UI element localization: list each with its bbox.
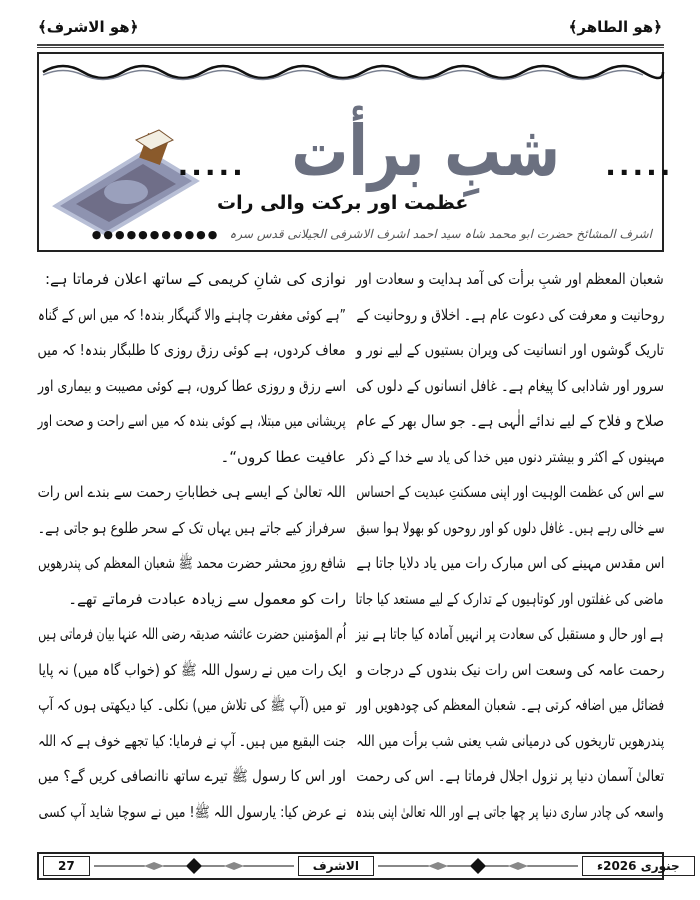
- text-line: [356, 511, 664, 547]
- text-line: [356, 262, 664, 298]
- text-line-content: ایک رات میں نے رسول اللہ ﷺ کو (خواب گاہ میں) نہ پایا: [38, 660, 346, 679]
- text-line: [356, 404, 664, 440]
- text-line: [38, 724, 346, 760]
- text-line: [356, 546, 664, 582]
- text-line-content: اس مقدس مہینے کی اس مبارک رات میں یاد دلایا جاتا ہے: [356, 554, 664, 572]
- text-line-content: عافیت عطا کروں“۔: [220, 447, 346, 466]
- text-line: [38, 333, 346, 369]
- footer-ornament-icon: [94, 857, 294, 875]
- footer: [37, 852, 680, 880]
- page-title: شبِ برأت: [291, 110, 560, 192]
- text-line-content: ”ہے کوئی مغفرت چاہنے والا گنہگار بندہ! کہ میں اس کے گناہ: [38, 305, 346, 324]
- text-line: [38, 262, 346, 298]
- text-line: [38, 582, 346, 618]
- text-line: [356, 475, 664, 511]
- text-line-content: پندرھویں تاریخوں کی درمیانی شب یعنی شب برأت میں اللہ: [356, 731, 664, 750]
- title-row: [177, 94, 674, 192]
- text-line: [38, 404, 346, 440]
- text-line: [38, 617, 346, 653]
- text-line-content: اسے رزق و روزی عطا کروں، ہے کوئی مصیبت و بیماری اور: [38, 376, 346, 395]
- text-line-content: واسعہ کی چادر ساری دنیا پر چھا جاتی ہے اور اللہ تعالیٰ اپنی بندہ: [356, 802, 664, 821]
- text-line-content: اُم المؤمنین حضرت عائشہ صدیقہ رضی اللہ عنہا بیان فرماتی ہیں: [38, 625, 346, 643]
- text-line-content: تاریک گوشوں اور انسانیت کی ویران بستیوں کے لیے نور و: [356, 341, 664, 359]
- text-line: [38, 688, 346, 724]
- text-line-content: جنت البقیع میں ہیں۔ آپ نے فرمایا: کیا تجھے خوف ہے کہ اللہ: [38, 731, 346, 750]
- text-line: [38, 369, 346, 405]
- text-line-content: فضائل میں اضافہ کرتی ہے۔ شعبان المعظم کی چودھویں اور: [356, 696, 664, 714]
- left-column: [38, 262, 346, 830]
- text-line: [38, 546, 346, 582]
- title-dots-left: .....: [177, 149, 246, 182]
- text-line-content: صلاح و فلاح کے لیے ندائے الٰہی ہے۔ جو سال بھر کے عام: [356, 412, 664, 430]
- text-line-content: روحانیت و معرفت کی دعوت عام ہے۔ اخلاق و روحانیت کے: [356, 305, 664, 324]
- text-line-content: ماضی کی غفلتوں اور کوتاہیوں کے تدارک کے لیے مستعد کیا جاتا: [356, 589, 664, 608]
- text-line: [356, 369, 664, 405]
- text-line-content: سرفراز کیے جاتے ہیں یہاں تک کے سحر طلوع ہو جاتی ہے۔: [38, 518, 346, 537]
- text-line-content: نے عرض کیا: یارسول اللہ ﷺ! میں نے سوچا شاید آپ کسی: [38, 802, 346, 821]
- right-column: [356, 262, 664, 830]
- header-left: ﴿هو الاشرف﴾: [38, 18, 139, 36]
- text-line: [356, 440, 664, 476]
- text-line-content: ہے اور حال و مستقبل کی سعادت پر انہیں آمادہ کیا جاتا ہے نیز: [356, 625, 664, 643]
- magazine-name: الاشرف: [298, 856, 374, 876]
- header-right: ﴿هو الطاهر﴾: [568, 18, 662, 36]
- text-line: [38, 511, 346, 547]
- author-byline: اشرف المشائخ حضرت ابو محمد شاہ سید احمد اشرف الاشرفی الجیلانی قدس سرہ: [229, 227, 652, 241]
- text-line: [356, 617, 664, 653]
- text-line: [38, 795, 346, 831]
- text-line-content: تعالیٰ آسمان دنیا پر نزول اجلال فرماتا ہے۔ اس کی رحمت: [356, 767, 664, 785]
- text-line-content: شافع روزِ محشر حضرت محمد ﷺ شعبان المعظم کی پندرھویں: [38, 554, 346, 572]
- footer-ornament-icon: [378, 857, 578, 875]
- text-line: [356, 653, 664, 689]
- text-line-content: اور اس کا رسول ﷺ تیرے ساتھ ناانصافی کریں گے؟ میں: [38, 767, 346, 785]
- text-line-content: معاف کردوں، ہے کوئی رزق روزی کا طلبگار بندہ! کہ میں: [38, 341, 346, 359]
- text-line-content: تو میں (آپ ﷺ کی تلاش میں) نکلی۔ کیا دیکھتی ہوں کہ آپ: [38, 696, 346, 714]
- text-line: [356, 333, 664, 369]
- title-banner: [37, 52, 674, 252]
- text-line: [38, 759, 346, 795]
- subtitle: عظمت اور برکت والی رات: [217, 192, 469, 214]
- text-line: [38, 475, 346, 511]
- text-line-content: رات کو معمول سے زیادہ عبادت فرماتے تھے۔: [68, 589, 346, 608]
- text-line-content: شعبان المعظم اور شبِ برأت کی آمد ہدایت و سعادت اور: [356, 270, 664, 288]
- text-line: [38, 298, 346, 334]
- title-dots-right: .....: [605, 149, 674, 182]
- text-line-content: سے اس کی عظمت الوہیت اور اپنی مسکنتِ عبدیت کے احساس: [356, 483, 664, 501]
- text-line-content: سے خالی رہے ہیں۔ غافل دلوں کو اور روحوں کو بھولا ہوا سبق: [356, 518, 664, 537]
- wave-ornament: [43, 58, 663, 80]
- text-line-content: رحمت عامہ کی وسعت اس رات نیک بندوں کے درجات و: [356, 660, 664, 679]
- text-line-content: سرور اور شادابی کا پیغام ہے۔ غافل انسانوں کے دلوں کی: [356, 376, 664, 395]
- text-line-content: پریشانی میں مبتلا، ہے کوئی بندہ کہ میں اسے راحت و صحت اور: [38, 412, 346, 430]
- text-line-content: مہینوں کے اکثر و بیشتر دنوں میں خدا کی یاد سے خدا کے ذکر: [356, 447, 664, 466]
- text-line: [356, 582, 664, 618]
- header-rule: [37, 44, 664, 48]
- issue-date: جنوری 2026ء: [582, 856, 695, 876]
- author-dots: ●●●●●●●●●●●: [91, 227, 220, 241]
- author-row: [91, 222, 652, 246]
- text-line-content: اللہ تعالیٰ کے ایسے ہی خطاباتِ رحمت سے بندے اس رات: [38, 483, 346, 501]
- text-line: [356, 759, 664, 795]
- text-line: [38, 440, 346, 476]
- page-number: 27: [43, 856, 90, 876]
- text-line: [356, 724, 664, 760]
- text-line: [356, 688, 664, 724]
- text-line: [356, 298, 664, 334]
- text-line-content: نوازی کی شانِ کریمی کے ساتھ اعلان فرماتا ہے:: [44, 270, 346, 288]
- text-line: [38, 653, 346, 689]
- text-line: [356, 795, 664, 831]
